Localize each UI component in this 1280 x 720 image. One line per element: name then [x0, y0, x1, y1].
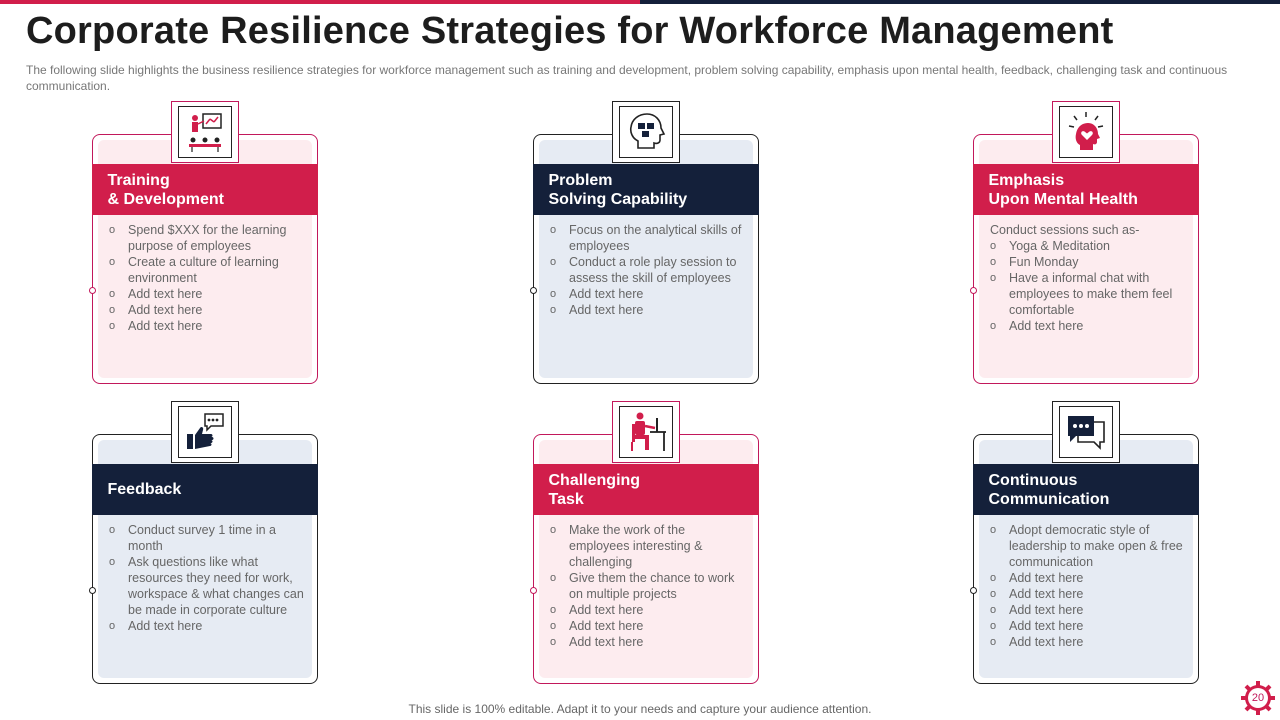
- card-title[interactable]: Emphasis Upon Mental Health: [973, 164, 1199, 215]
- head-heart-icon: [1064, 110, 1108, 154]
- card-icon-frame: [1052, 101, 1120, 163]
- list-item[interactable]: o Add text here: [990, 618, 1188, 634]
- list-item[interactable]: o Add text here: [550, 602, 748, 618]
- card-challenging-task[interactable]: [533, 434, 759, 684]
- connector-dot: [970, 587, 977, 594]
- list-item[interactable]: o Add text here: [990, 634, 1188, 650]
- card-mental-health[interactable]: [973, 134, 1199, 384]
- card-bullet-list: [990, 222, 1188, 334]
- list-item[interactable]: o Focus on the analytical skills of employees: [550, 222, 748, 254]
- list-item[interactable]: o Add text here: [990, 586, 1188, 602]
- card-bullet-list: [550, 522, 748, 650]
- list-item[interactable]: o Yoga & Meditation: [990, 238, 1188, 254]
- card-continuous-communication[interactable]: [973, 434, 1199, 684]
- card-title[interactable]: Challenging Task: [533, 464, 759, 515]
- card-icon-frame: [171, 401, 239, 463]
- connector-dot: [89, 287, 96, 294]
- card-bullet-list: [550, 222, 748, 318]
- page-number: 20: [1251, 692, 1265, 704]
- list-item[interactable]: o Make the work of the employees interesting & challenging: [550, 522, 748, 570]
- list-item[interactable]: o Fun Monday: [990, 254, 1188, 270]
- list-item[interactable]: o Add text here: [550, 618, 748, 634]
- list-item[interactable]: o Create a culture of learning environment: [109, 254, 307, 286]
- card-icon-frame: [171, 101, 239, 163]
- thumbs-up-chat-icon: [183, 410, 227, 454]
- connector-dot: [530, 287, 537, 294]
- card-training-development[interactable]: [92, 134, 318, 384]
- list-item[interactable]: o Add text here: [990, 570, 1188, 586]
- head-gears-icon: [624, 110, 668, 154]
- connector-dot: [530, 587, 537, 594]
- list-item[interactable]: o Conduct a role play session to assess the skill of employees: [550, 254, 748, 286]
- list-item[interactable]: o Add text here: [990, 602, 1188, 618]
- top-accent-bar-red: [0, 0, 640, 4]
- list-item[interactable]: o Adopt democratic style of leadership to make open & free communication: [990, 522, 1188, 570]
- card-icon-frame: [612, 401, 680, 463]
- card-feedback[interactable]: [92, 434, 318, 684]
- card-title[interactable]: Feedback: [92, 464, 318, 515]
- connector-dot: [89, 587, 96, 594]
- card-icon-frame: [1052, 401, 1120, 463]
- list-item[interactable]: o Add text here: [990, 318, 1188, 334]
- list-item[interactable]: o Add text here: [550, 634, 748, 650]
- card-title[interactable]: Problem Solving Capability: [533, 164, 759, 215]
- list-item[interactable]: o Spend $XXX for the learning purpose of employees: [109, 222, 307, 254]
- list-item[interactable]: o Add text here: [109, 286, 307, 302]
- person-at-desk-icon: [624, 410, 668, 454]
- top-accent-bar-navy: [640, 0, 1280, 4]
- card-icon-frame: [612, 101, 680, 163]
- list-intro[interactable]: Conduct sessions such as-: [990, 223, 1140, 237]
- card-bullet-list: [109, 522, 307, 634]
- card-title[interactable]: Training & Development: [92, 164, 318, 215]
- list-item[interactable]: o Add text here: [109, 618, 307, 634]
- card-bullet-list: [109, 222, 307, 334]
- list-item[interactable]: o Ask questions like what resources they need for work, workspace & what changes can be made in corporate culture: [109, 554, 307, 618]
- list-item[interactable]: o Add text here: [550, 286, 748, 302]
- slide-footer[interactable]: This slide is 100% editable. Adapt it to your needs and capture your audience attention.: [408, 702, 872, 716]
- slide-subtitle[interactable]: The following slide highlights the business resilience strategies for workforce management such as training and development, problem solving capability, emphasis upon mental health, feedback, challenging task and continuous communication.: [26, 63, 1228, 93]
- list-item[interactable]: o Add text here: [109, 318, 307, 334]
- list-item[interactable]: o Conduct survey 1 time in a month: [109, 522, 307, 554]
- list-item[interactable]: o Add text here: [109, 302, 307, 318]
- list-item[interactable]: o Give them the chance to work on multiple projects: [550, 570, 748, 602]
- page-number-badge: [1240, 680, 1276, 716]
- slide-title[interactable]: Corporate Resilience Strategies for Workforce Management: [26, 10, 1114, 52]
- list-item[interactable]: o Add text here: [550, 302, 748, 318]
- chat-bubbles-icon: [1064, 410, 1108, 454]
- presentation-training-icon: [183, 110, 227, 154]
- connector-dot: [970, 287, 977, 294]
- list-item[interactable]: o Have a informal chat with employees to make them feel comfortable: [990, 270, 1188, 318]
- card-title[interactable]: Continuous Communication: [973, 464, 1199, 515]
- card-problem-solving[interactable]: [533, 134, 759, 384]
- card-bullet-list: [990, 522, 1188, 650]
